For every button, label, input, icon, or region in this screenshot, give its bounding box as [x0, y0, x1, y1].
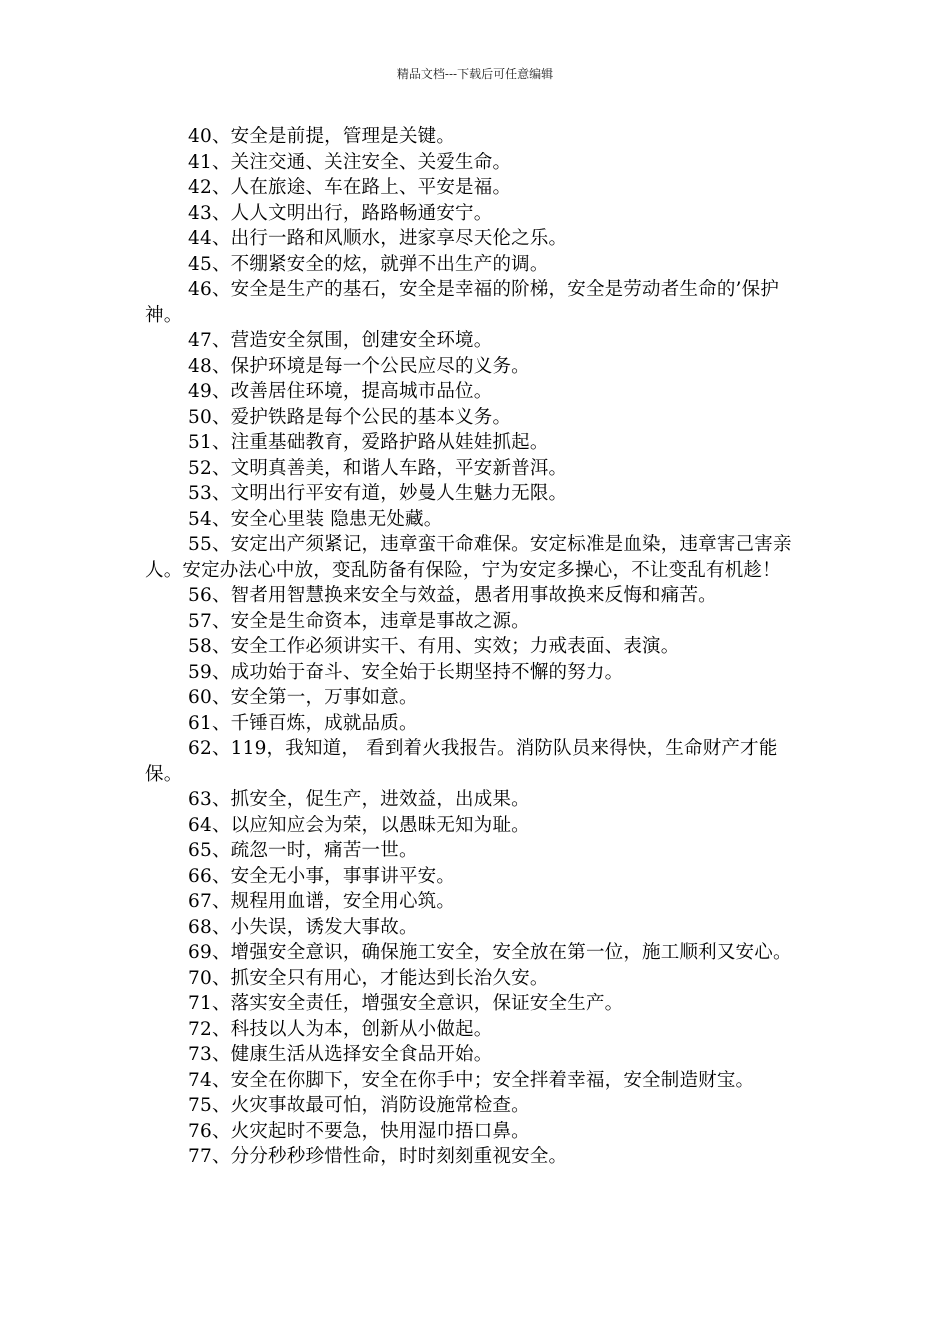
list-item: 58、安全工作必须讲实干、有用、实效；力戒表面、表演。: [188, 636, 680, 657]
list-item: 49、改善居住环境，提高城市品位。: [188, 381, 493, 402]
list-item: 47、营造安全氛围，创建安全环境。: [188, 330, 493, 351]
list-item: 65、疏忽一时，痛苦一世。: [188, 840, 418, 861]
list-item: 72、科技以人为本，创新从小做起。: [188, 1018, 493, 1040]
list-item: 50、爱护铁路是每个公民的基本义务。: [188, 406, 512, 428]
list-item: 40、安全是前提，管理是关键。: [188, 126, 456, 147]
list-item: 51、注重基础教育，爱路护路从娃娃抓起。: [188, 432, 549, 453]
list-item: 52、文明真善美，和谐人车路，平安新普洱。: [188, 457, 568, 479]
list-item: 66、安全无小事，事事讲平安。: [188, 865, 456, 887]
list-item: 55、安定出产须紧记，违章蛮干命难保。安定标准是血染，违章害己害亲人。安定办法心中放，变乱防备有保险，宁为安定多操心，不让变乱有机趁！: [145, 534, 792, 581]
list-item: 45、不绷紧安全的炫，就弹不出生产的调。: [188, 253, 549, 275]
list-item: 63、抓安全，促生产，进效益，出成果。: [188, 789, 530, 810]
list-item: 48、保护环境是每一个公民应尽的义务。: [188, 355, 530, 377]
list-item: 61、千锤百炼，成就品质。: [188, 712, 418, 734]
list-item: 74、安全在你脚下，安全在你手中；安全拌着幸福，安全制造财宝。: [188, 1069, 755, 1091]
list-item: 46、安全是生产的基石，安全是幸福的阶梯，安全是劳动者生命的’保护神。: [145, 279, 780, 326]
list-item: 71、落实安全责任，增强安全意识，保证安全生产。: [188, 993, 624, 1014]
list-item: 57、安全是生命资本，违章是事故之源。: [188, 610, 530, 632]
list-item: 44、出行一路和风顺水，进家享尽天伦之乐。: [188, 228, 568, 249]
list-item: 75、火灾事故最可怕，消防设施常检查。: [188, 1095, 530, 1116]
list-item: 77、分分秒秒珍惜性命，时时刻刻重视安全。: [188, 1146, 568, 1167]
list-item: 73、健康生活从选择安全食品开始。: [188, 1044, 493, 1065]
list-item: 56、智者用智慧换来安全与效益，愚者用事故换来反悔和痛苦。: [188, 585, 717, 606]
list-item: 68、小失误，诱发大事故。: [188, 916, 418, 938]
list-item: 64、以应知应会为荣，以愚昧无知为耻。: [188, 814, 530, 836]
list-item: 53、文明出行平安有道，妙曼人生魅力无限。: [188, 483, 568, 504]
list-item: 70、抓安全只有用心，才能达到长治久安。: [188, 967, 549, 989]
list-item: 41、关注交通、关注安全、关爱生命。: [188, 151, 512, 173]
list-item: 60、安全第一，万事如意。: [188, 687, 418, 708]
list-item: 54、安全心里装 隐患无处藏。: [188, 508, 443, 530]
slogan-list: [145, 124, 810, 1170]
list-item: 76、火灾起时不要急，快用湿巾捂口鼻。: [188, 1120, 530, 1142]
list-item: 62、119，我知道， 看到着火我报告。消防队员来得快，生命财产才能保。: [145, 738, 778, 785]
list-item: 69、增强安全意识，确保施工安全，安全放在第一位，施工顺利又安心。: [188, 942, 792, 963]
list-item: 59、成功始于奋斗、安全始于长期坚持不懈的努力。: [188, 661, 624, 683]
list-item: 43、人人文明出行，路路畅通安宁。: [188, 202, 493, 224]
list-item: 67、规程用血谱，安全用心筑。: [188, 891, 456, 912]
page-header: 精品文档---下载后可任意编辑: [396, 67, 554, 81]
list-item: 42、人在旅途、车在路上、平安是福。: [188, 177, 512, 198]
